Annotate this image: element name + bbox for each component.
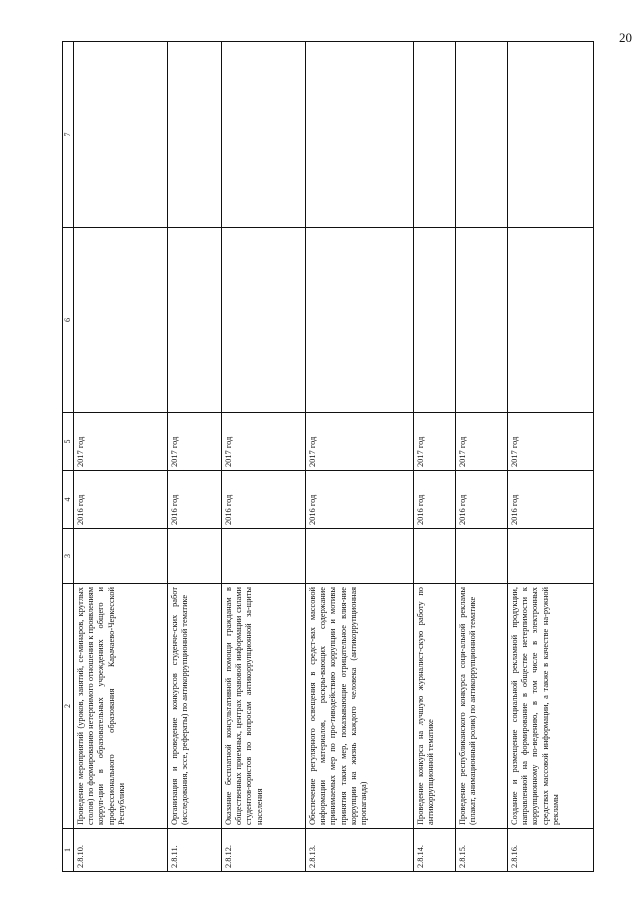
start-year: 2016 год [73,471,167,529]
table-row [413,42,455,872]
row-number: 2.8.12. [221,829,305,872]
row-number: 2.8.10. [73,829,167,872]
table-row [221,42,305,872]
table-row [73,42,167,872]
result-cell [221,228,305,413]
measure-description: Оказание бесплатной консультативной помощи гражданам в общественных приемных, центрах правовой информации силами студентов-юристов по вопросам антикоррупционной за-щиты населения [221,584,305,829]
note-cell [455,42,507,228]
end-year: 2017 год [73,413,167,471]
result-cell [167,228,221,413]
rotated-table-frame [62,42,634,872]
column-header-7: 7 [63,42,74,228]
end-year: 2017 год [221,413,305,471]
column-header-2: 2 [63,584,74,829]
column-header-5: 5 [63,413,74,471]
start-year: 2016 год [167,471,221,529]
executor-cell [221,529,305,584]
measure-description: Проведение мероприятий (уроков, занятий, се-минаров, круглых столов) по формированию нетерпимого отношения к проявлениям корруп-ции в образовательных учреждениях общего и профессионального образования Карачаево-Черкесской Республики [73,584,167,829]
start-year: 2016 год [507,471,593,529]
executor-cell [73,529,167,584]
column-header-1: 1 [63,829,74,872]
measure-description: Проведение конкурса на лучшую журналист-скую работу по антикоррупционной тематике [413,584,455,829]
start-year: 2016 год [455,471,507,529]
executor-cell [413,529,455,584]
header-row [63,42,74,872]
executor-cell [507,529,593,584]
start-year: 2016 год [221,471,305,529]
measure-description: Обеспечение регулярного освещения в средст-вах массовой информации материалов, раскры-вающих содержание принимаемых мер по про-тиводействию коррупции и мотивы принятия таких мер, показывающие отрицательное влия-ние коррупции на жизнь каждого человека (антикоррупционная пропаганда) [305,584,413,829]
row-number: 2.8.16. [507,829,593,872]
result-cell [305,228,413,413]
result-cell [507,228,593,413]
start-year: 2016 год [305,471,413,529]
rotated-table-content [62,42,634,872]
note-cell [413,42,455,228]
row-number: 2.8.14. [413,829,455,872]
end-year: 2017 год [413,413,455,471]
end-year: 2017 год [167,413,221,471]
measures-table [62,41,594,872]
column-header-6: 6 [63,228,74,413]
table-row [167,42,221,872]
note-cell [221,42,305,228]
executor-cell [305,529,413,584]
row-number: 2.8.11. [167,829,221,872]
table-row [507,42,593,872]
end-year: 2017 год [507,413,593,471]
result-cell [413,228,455,413]
table-row [455,42,507,872]
end-year: 2017 год [305,413,413,471]
result-cell [455,228,507,413]
result-cell [73,228,167,413]
note-cell [305,42,413,228]
measure-description: Организация и проведение конкурсов студенче-ских работ (исследования, эссе, рефераты) по антикоррупционной тематике [167,584,221,829]
column-header-3: 3 [63,529,74,584]
row-number: 2.8.15. [455,829,507,872]
start-year: 2016 год [413,471,455,529]
measure-description: Создание и размещение социальной рекламной продукции, направленной на формирование в обществе нетерпимости к коррупционному по-ведению, в том числе в электронных средствах массовой информации, а также в качестве на-ружной рекламы [507,584,593,829]
note-cell [167,42,221,228]
note-cell [507,42,593,228]
measure-description: Проведение республиканского конкурса соци-альной рекламы (плакат, анимационный ролик) по антикоррупционной тематике [455,584,507,829]
table-row [305,42,413,872]
page-number: 20 [619,30,632,45]
column-header-4: 4 [63,471,74,529]
executor-cell [455,529,507,584]
end-year: 2017 год [455,413,507,471]
note-cell [73,42,167,228]
row-number: 2.8.13. [305,829,413,872]
executor-cell [167,529,221,584]
